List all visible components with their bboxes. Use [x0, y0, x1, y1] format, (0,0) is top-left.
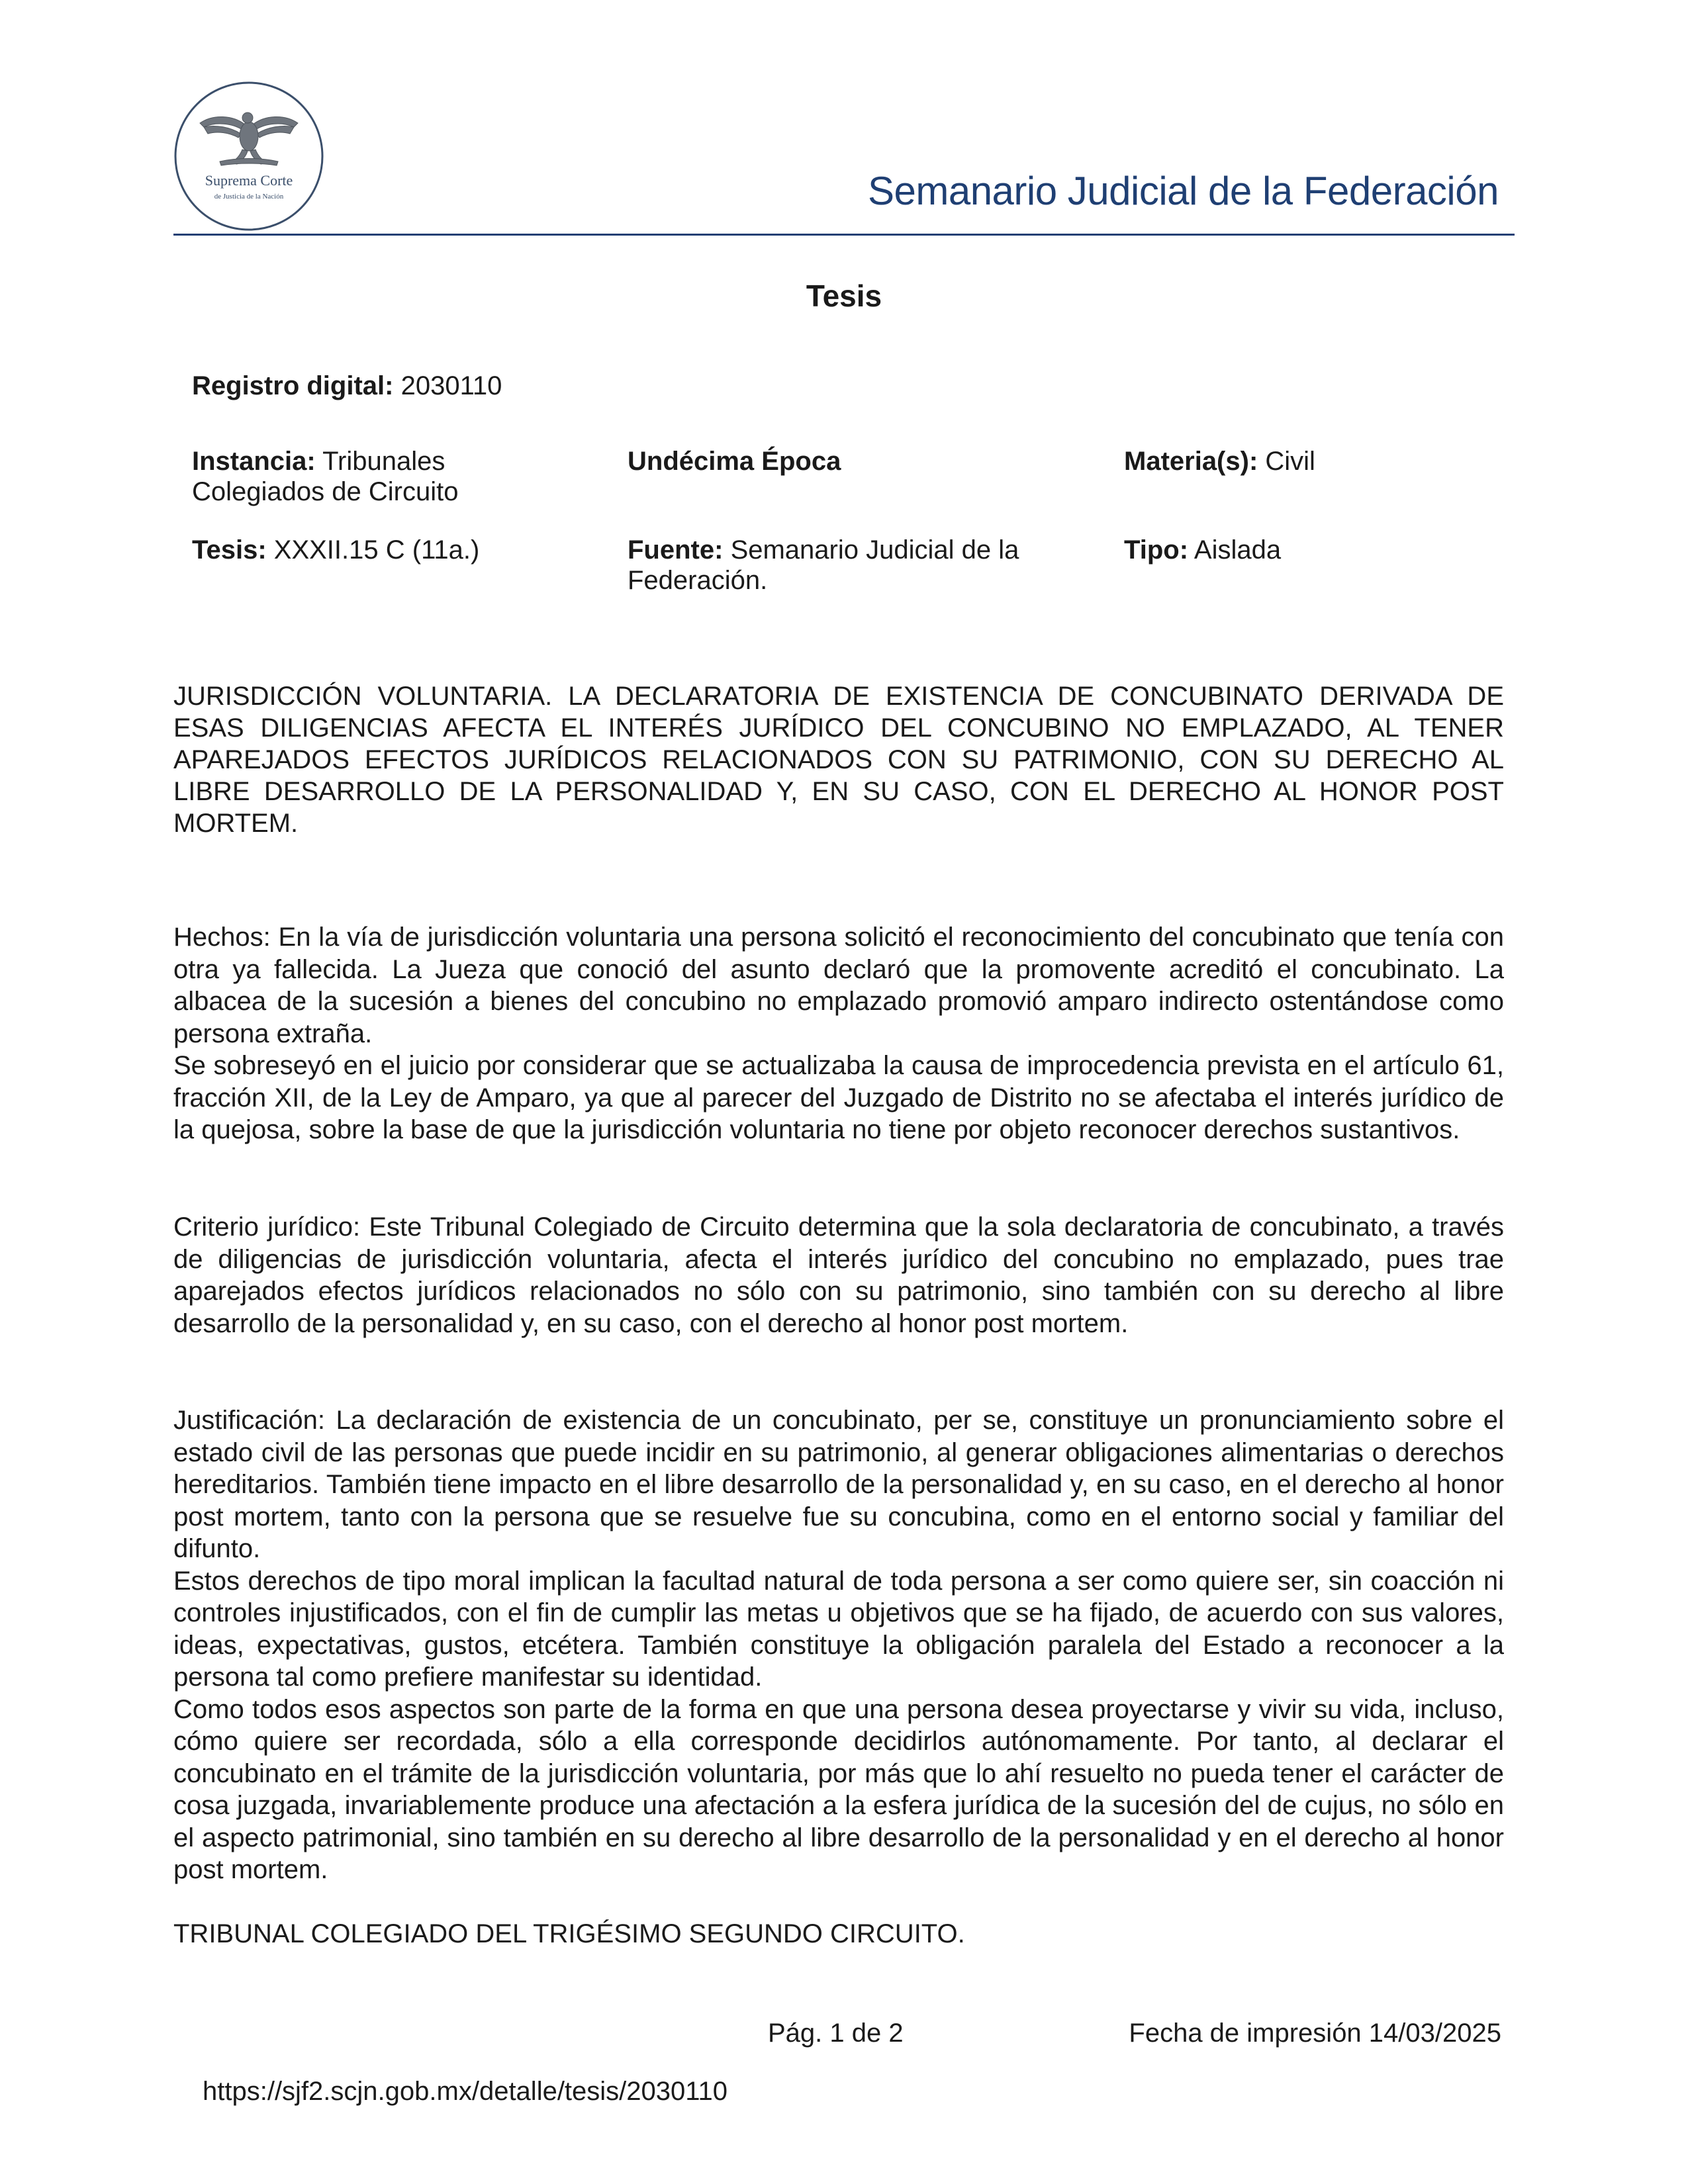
- tesis-rubro: JURISDICCIÓN VOLUNTARIA. LA DECLARATORIA DE EXISTENCIA DE CONCUBINATO DERIVADA DE ESAS DILIGENCIAS AFECTA EL INTERÉS JURÍDICO DEL CONCUBINO NO EMPLAZADO, AL TENER APAREJADOS EFECTOS JURÍDICOS RELACIONADOS CON SU PATRIMONIO, CON SU DERECHO AL LIBRE DESARROLLO DE LA PERSONALIDAD Y, EN SU CASO, CON EL DERECHO AL HONOR POST MORTEM.: [173, 682, 1504, 838]
- instancia: [192, 446, 536, 507]
- header-divider: [173, 234, 1515, 236]
- fuente-label: Fuente:: [628, 535, 724, 565]
- page-number: Pág. 1 de 2: [768, 2019, 904, 2048]
- eagle-seal-icon: [200, 113, 298, 165]
- hechos-paragraph-1: Hechos: En la vía de jurisdicción voluntaria una persona solicitó el reconocimiento del concubinato que tenía con otra ya fallecida. La Jueza que conoció del asunto declaró que la promovente acreditó el concubinato. La albacea de la sucesión a bienes del concubino no emplazado promovió amparo indirecto ostentándose como persona extraña.: [173, 923, 1504, 1048]
- fuente: [628, 535, 1078, 596]
- document-title: Tesis: [806, 279, 882, 313]
- publication-title: Semanario Judicial de la Federación: [867, 169, 1499, 213]
- source-url[interactable]: https://sjf2.scjn.gob.mx/detalle/tesis/2030110: [203, 2077, 728, 2106]
- epoca: [628, 446, 841, 477]
- tribunal-section: [173, 1918, 1504, 1950]
- print-date: Fecha de impresión 14/03/2025: [1129, 2019, 1501, 2048]
- hechos-section: [173, 921, 1504, 1146]
- tesis-number: [192, 535, 479, 565]
- epoca-value: Undécima Época: [628, 447, 841, 476]
- registro-label: Registro digital:: [192, 371, 394, 400]
- justificacion-paragraph-2: Estos derechos de tipo moral implican la facultad natural de toda persona a ser como quiere ser, sin coacción ni controles injustificados, con el fin de cumplir las metas u objetivos que se ha fijado, de acuerdo con sus valores, ideas, expectativas, gustos, etcétera. También constituye la obligación paralela del Estado a reconocer a la persona tal como prefiere manifestar su identidad.: [173, 1566, 1504, 1692]
- hechos-paragraph-2: Se sobreseyó en el juicio por considerar que se actualizaba la causa de improcedencia prevista en el artículo 61, fracción XII, de la Ley de Amparo, ya que al parecer del Juzgado de Distrito no se afectaba el interés jurídico de la quejosa, sobre la base de que la jurisdicción voluntaria no tiene por objeto reconocer derechos sustantivos.: [173, 1051, 1504, 1144]
- justificacion-paragraph-3: Como todos esos aspectos son parte de la forma en que una persona desea proyectarse y vivir su vida, incluso, cómo quiere ser recordada, sólo a ella corresponde decidirlos autónomamente. Por tanto, al declarar el concubinato en el trámite de la jurisdicción voluntaria, por más que lo ahí resuelto no pueda tener el carácter de cosa juzgada, invariablemente produce una afectación a la esfera jurídica de la sucesión del de cujus, no sólo en el aspecto patrimonial, sino también en su derecho al libre desarrollo de la personalidad y en el derecho al honor post mortem.: [173, 1694, 1504, 1884]
- tesis-label: Tesis:: [192, 535, 267, 565]
- registro-digital: [192, 371, 502, 401]
- materia-label: Materia(s):: [1124, 447, 1258, 476]
- tribunal-name: TRIBUNAL COLEGIADO DEL TRIGÉSIMO SEGUNDO CIRCUITO.: [173, 1919, 965, 1948]
- tesis-value: XXXII.15 C (11a.): [273, 535, 480, 565]
- fuente-value: Semanario Judicial de la Federación.: [628, 535, 1019, 595]
- scjn-logo: [173, 81, 324, 232]
- logo-line1: Suprema Corte: [205, 172, 293, 189]
- justificacion-paragraph-1: Justificación: La declaración de existencia de un concubinato, per se, constituye un pronunciamiento sobre el estado civil de las personas que puede incidir en su patrimonio, al generar obligaciones alimentarias o derechos hereditarios. También tiene impacto en el libre desarrollo de la personalidad y, en su caso, en el derecho al honor post mortem, tanto con la persona que se resuelve fue su concubina, como en el entorno social y familiar del difunto.: [173, 1406, 1504, 1563]
- tipo-value: Aislada: [1194, 535, 1282, 565]
- criterio-paragraph: Criterio jurídico: Este Tribunal Colegiado de Circuito determina que la sola declaratoria de concubinato, a través de diligencias de jurisdicción voluntaria, afecta el interés jurídico del concubino no emplazado, pues trae aparejados efectos jurídicos relacionados no sólo con su patrimonio, sino también con su derecho al libre desarrollo de la personalidad y, en su caso, con el derecho al honor post mortem.: [173, 1212, 1504, 1338]
- registro-value: 2030110: [400, 371, 502, 400]
- criterio-section: [173, 1211, 1504, 1340]
- instancia-value: Tribunales Colegiados de Circuito: [192, 447, 459, 506]
- justificacion-section: [173, 1404, 1504, 1886]
- tipo-label: Tipo:: [1124, 535, 1189, 565]
- logo-line2: de Justicia de la Nación: [214, 193, 284, 201]
- tipo: [1124, 535, 1281, 565]
- materia-value: Civil: [1265, 447, 1315, 476]
- materia: [1124, 446, 1315, 477]
- instancia-label: Instancia:: [192, 447, 316, 476]
